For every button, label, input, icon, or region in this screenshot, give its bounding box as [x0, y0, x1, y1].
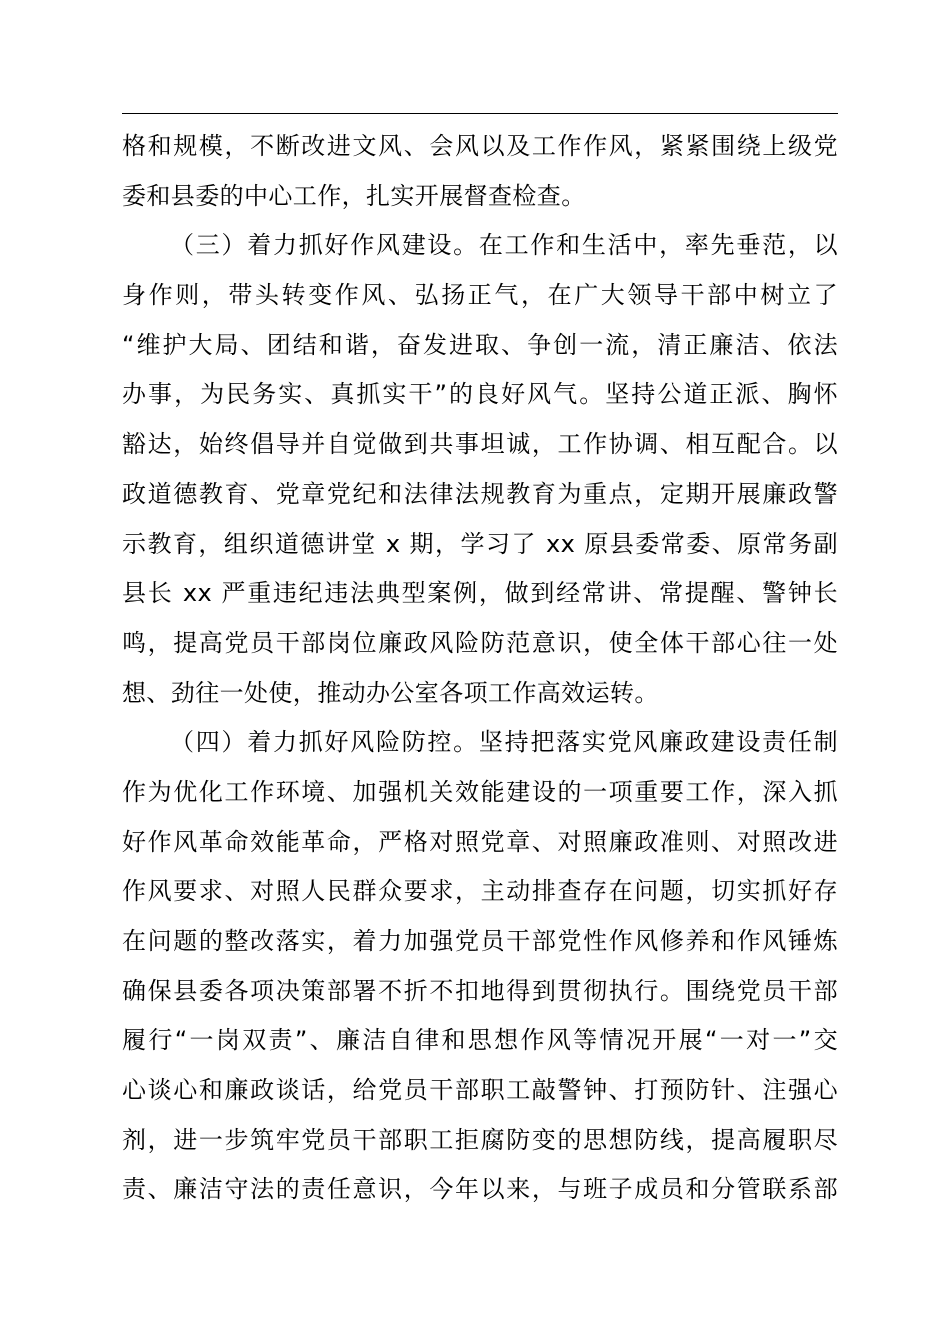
text-line: 在问题的整改落实，着力加强党员干部党性作风修养和作风锤炼	[122, 927, 838, 955]
text-line: 履行“一岗双责”、廉洁自律和思想作风等情况开展“一对一”交	[122, 1026, 838, 1055]
document-body	[122, 122, 838, 1215]
text-line: 豁达，始终倡导并自觉做到共事坦诚，工作协调、相互配合。以	[122, 430, 838, 459]
text-line: 作风要求、对照人民群众要求，主动排查存在问题，切实抓好存	[122, 877, 838, 906]
text-line: 想、劲往一处使，推动办公室各项工作高效运转。	[122, 678, 659, 707]
text-line: 剂，进一步筑牢党员干部职工拒腐防变的思想防线，提高履职尽	[122, 1125, 838, 1154]
text-line: 委和县委的中心工作，扎实开展督查检查。	[122, 181, 586, 210]
text-line: 示教育，组织道德讲堂 x 期，学习了 xx 原县委常委、原常务副	[122, 529, 838, 558]
text-line: 好作风革命效能革命，严格对照党章、对照廉政准则、对照改进	[122, 827, 838, 856]
text-line: 格和规模，不断改进文风、会风以及工作作风，紧紧围绕上级党	[122, 132, 838, 160]
text-line: 责、廉洁守法的责任意识，今年以来，与班子成员和分管联系部	[122, 1175, 838, 1204]
text-line: “维护大局、团结和谐，奋发进取、争创一流，清正廉洁、依法	[122, 330, 838, 359]
text-line: 办事，为民务实、真抓实干”的良好风气。坚持公道正派、胸怀	[122, 380, 838, 409]
header-divider	[122, 113, 838, 114]
text-line: 心谈心和廉政谈话，给党员干部职工敲警钟、打预防针、注强心	[122, 1076, 838, 1105]
text-line: 政道德教育、党章党纪和法律法规教育为重点，定期开展廉政警	[122, 479, 838, 508]
text-line: 确保县委各项决策部署不折不扣地得到贯彻执行。围绕党员干部	[122, 976, 838, 1005]
text-line: 身作则，带头转变作风、弘扬正气，在广大领导干部中树立了	[122, 281, 838, 310]
paragraph-heading-line: （三）着力抓好作风建设。在工作和生活中，率先垂范，以	[170, 231, 838, 260]
text-line: 作为优化工作环境、加强机关效能建设的一项重要工作，深入抓	[122, 777, 838, 806]
text-line: 县长 xx 严重违纪违法典型案例，做到经常讲、常提醒、警钟长	[122, 579, 838, 608]
text-line: 鸣，提高党员干部岗位廉政风险防范意识，使全体干部心往一处	[122, 628, 838, 657]
paragraph-heading-line: （四）着力抓好风险防控。坚持把落实党风廉政建设责任制	[170, 728, 838, 757]
